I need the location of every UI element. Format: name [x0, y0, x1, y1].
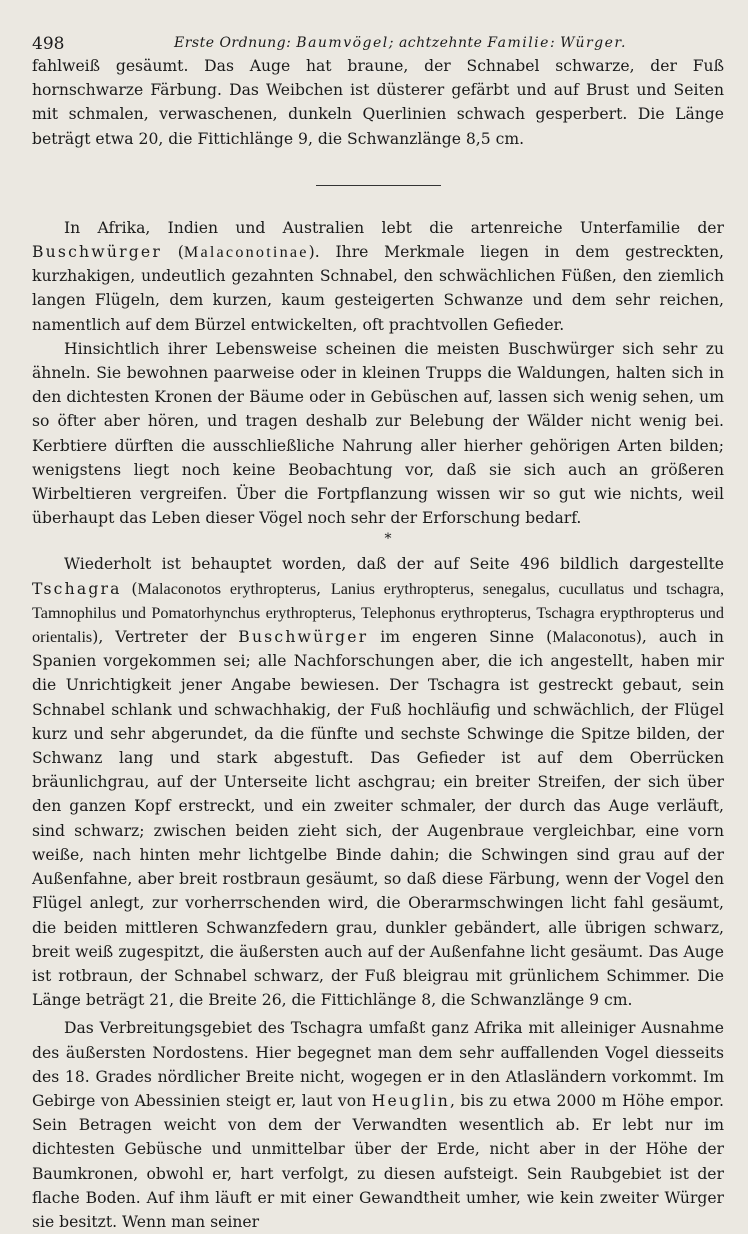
tschagra-paragraph-2	[32, 1016, 724, 1234]
text-run: ,	[316, 579, 331, 598]
text-run: In Afrika, Indien und Australien lebt die artenreiche Unterfamilie der	[64, 218, 724, 237]
subfamily-paragraph-2: Hinsichtlich ihrer Lebensweise scheinen die meisten Buschwürger sich sehr zu ähneln. Sie bewohnen paarweise oder in kleinen Trupps die Waldungen, halten sich in den dichtesten Kronen der Bäume oder in Gebüschen auf, lassen sich wenig sehen, um so öfter aber hören, und tragen deshalb zur Belebung der Wälder nicht wenig bei. Kerbtiere dürften die ausschließliche Nahrung aller hierher gehörigen Arten bilden; wenigstens liegt noch keine Beobachtung vor, daß sie sich auch an größeren Wirbeltieren vergreifen. Über die Fortpflanzung wissen wir so gut wie nichts, weil überhaupt das Leben dieser Vögel noch sehr der Erforschung bedarf.	[32, 339, 724, 528]
running-head-order-name: Baumvögel	[296, 35, 389, 51]
page-number: 498	[32, 34, 65, 54]
latin-name: Malaconotos erythropterus	[137, 579, 317, 598]
running-head-family-prefix: ; achtzehnte	[388, 35, 488, 51]
text-run: (	[121, 579, 138, 598]
text-run: (	[162, 243, 184, 262]
latin-synonyms: Lanius erythropterus, senegalus, cucullatus und tschagra, Tamnophilus und Pomatorhynchus erythropterus, Telephonus erythropterus, Tschagra erypthropterus und orientalis	[32, 579, 724, 647]
page-header	[32, 26, 724, 54]
text-run: ). Ihre Merkmale liegen in dem gestreckten, kurzhakigen, undeutlich gezahnten Schnabel, den schwächlichen Füßen, den ziemlich langen Flügeln, dem kurzen, kaum gesteigerten Schwanze und dem sehr reichen, namentlich auf dem Bürzel entwickelten, oft prachtvollen Gefieder.	[32, 243, 725, 334]
running-head-colon: :	[549, 35, 561, 51]
text-run: ), auch in Spanien vorgekommen sei; alle Nachforschungen aber, die ich angestellt, haben mir die Unrichtigkeit jener Angabe bewiesen. Der Tschagra ist gestreckt gebaut, sein Schnabel schlank und schwachhakig, der Fuß hochläufig und schwächlich, der Flügel kurz und sehr abgerundet, da die fünfte und sechste Schwinge die Spitze bilden, der Schwanz lang und stark abgestuft. Das Gefieder ist auf dem Oberrücken bräunlichgrau, auf der Unterseite licht aschgrau; ein breiter Streifen, der sich über den ganzen Kopf erstreckt, und ein zweiter schmaler, der durch das Auge verläuft, sind schwarz; zwischen beiden zieht sich, der Augenbraue vergleichbar, eine vorn weiße, nach hinten mehr lichtgelbe Binde dahin; die Schwingen sind grau auf der Außenfahne, aber breit rostbraun gesäumt, so daß diese Färbung, wenn der Vogel den Flügel anlegt, zur vorherrschenden wird, die Oberarmschwingen licht fahl gesäumt, die beiden mittleren Schwanzfedern grau, dunkler gebändert, alle übrigen schwarz, breit weiß zugespitzt, die äußersten auch auf der Außenfahne licht gesäumt. Das Auge ist rotbraun, der Schnabel schwarz, der Fuß bleigrau mit grünlichem Schimmer. Die Länge beträgt 21, die Breite 26, die Fittichlänge 8, die Schwanzlänge 9 cm.	[32, 628, 724, 1010]
running-head	[174, 35, 627, 51]
latin-name: Malaconotinae	[183, 243, 309, 262]
text-run: im engeren Sinne (	[368, 628, 553, 647]
running-head-family-name: Würger.	[560, 35, 628, 51]
author-name: Heuglin	[371, 1091, 450, 1110]
tschagra-paragraph-1	[32, 552, 724, 1012]
running-head-family-label: Familie	[487, 35, 550, 51]
latin-name: Malaconotus	[552, 628, 636, 647]
section-divider	[316, 185, 441, 186]
subfamily-paragraph-1	[32, 216, 724, 337]
spaced-term: Buschwürger	[32, 243, 162, 262]
text-run: , bis zu etwa 2000 m Höhe empor. Sein Betragen weicht von dem der Verwandten wesentlich ab. Er lebt nur im dichtesten Gebüsche und unmittelbar über der Erde, nicht aber in der Höhe der Baumkronen, obwohl er, hart verfolgt, zu diesen aufsteigt. Sein Raubgebiet ist der flache Boden. Auf ihm läuft er mit einer Gewandtheit umher, wie kein zweiter Würger sie besitzt. Wenn man seiner	[32, 1091, 724, 1231]
intro-paragraph: fahlweiß gesäumt. Das Auge hat braune, der Schnabel schwarze, der Fuß hornschwarze Färbung. Das Weibchen ist düsterer gefärbt und auf Brust und Seiten mit schmalen, verwaschenen, dunkeln Querlinien schwach gesperbert. Die Länge beträgt etwa 20, die Fittichlänge 9, die Schwanzlänge 8,5 cm.	[32, 57, 724, 148]
text-run: Das Verbreitungsgebiet des Tschagra umfaßt ganz Afrika mit alleiniger Ausnahme des äußersten Nordostens. Hier begegnet man dem sehr auffallenden Vogel diesseits des 18. Grades nördlicher Breite nicht, wogegen er in den Atlasländern vorkommt. Im Gebirge von Abessinien steigt er, laut von	[32, 1019, 724, 1110]
text-run: Wiederholt ist behauptet worden, daß der auf Seite 496 bildlich dargestellte	[64, 555, 724, 574]
spaced-term: Tschagra	[32, 579, 122, 598]
asterisk-separator: *	[384, 531, 392, 548]
spaced-term: Buschwürger	[238, 628, 369, 647]
text-run: ), Vertreter der	[92, 628, 239, 647]
running-head-order: Erste Ordnung:	[174, 35, 297, 51]
